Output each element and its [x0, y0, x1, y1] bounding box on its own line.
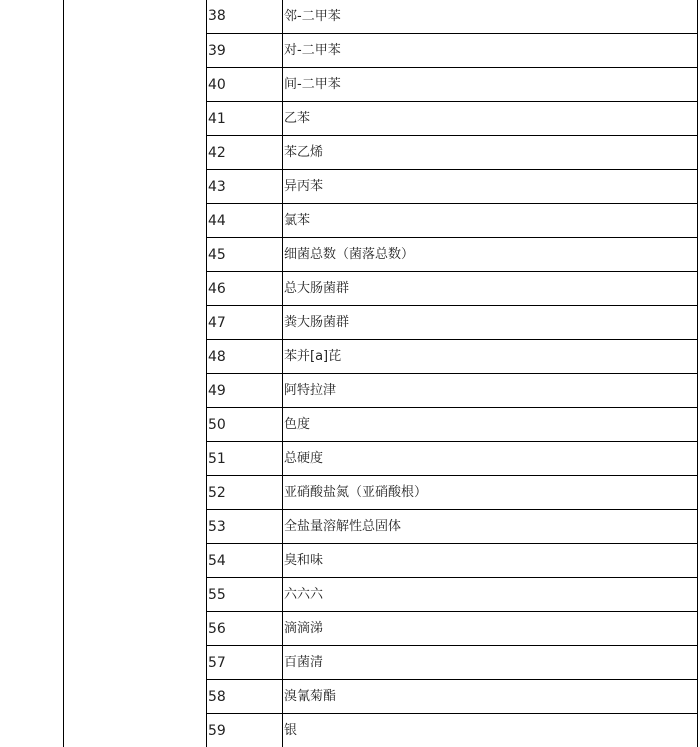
table-row — [206, 238, 698, 272]
table-row — [206, 374, 698, 408]
test-item-name-cell: 臭和味 — [284, 553, 324, 568]
row-number-cell: 55 — [208, 586, 226, 603]
row-number-cell: 40 — [208, 76, 226, 93]
table-row — [206, 408, 698, 442]
test-item-name-cell: 邻-二甲苯 — [284, 8, 341, 24]
row-number-cell: 59 — [208, 722, 226, 739]
test-item-name-cell: 总大肠菌群 — [284, 281, 350, 296]
test-item-name-cell: 间-二甲苯 — [284, 77, 341, 92]
table-border-left — [63, 0, 64, 747]
row-number-cell: 49 — [208, 382, 226, 399]
row-number-cell: 57 — [208, 654, 226, 671]
table-row — [206, 612, 698, 646]
test-item-name-cell: 百菌清 — [284, 655, 324, 670]
table-row — [206, 102, 698, 136]
row-number-cell: 42 — [208, 144, 226, 161]
test-items-table — [206, 0, 698, 747]
table-row — [206, 544, 698, 578]
table-row — [206, 136, 698, 170]
test-item-name-cell: 异丙苯 — [284, 179, 324, 194]
test-item-name-cell: 全盐量溶解性总固体 — [284, 519, 402, 534]
table-row — [206, 714, 698, 747]
table-row — [206, 306, 698, 340]
row-number-cell: 39 — [208, 42, 226, 59]
test-item-name-cell: 苯乙烯 — [284, 145, 324, 160]
test-item-name-cell: 总硬度 — [284, 451, 324, 466]
row-number-cell: 45 — [208, 246, 226, 263]
row-number-cell: 47 — [208, 314, 226, 331]
table-row — [206, 510, 698, 544]
test-item-name-cell: 六六六 — [284, 587, 324, 602]
test-item-name-cell: 色度 — [284, 417, 311, 432]
test-item-name-cell: 溴氰菊酯 — [284, 689, 337, 704]
row-number-cell: 52 — [208, 484, 226, 501]
row-number-cell: 46 — [208, 280, 226, 297]
table-row — [206, 680, 698, 714]
row-number-cell: 48 — [208, 348, 226, 365]
table-row — [206, 68, 698, 102]
table-row — [206, 340, 698, 374]
table-row — [206, 272, 698, 306]
test-item-name-cell: 阿特拉津 — [284, 383, 337, 398]
test-item-name-cell: 滴滴涕 — [284, 621, 324, 636]
table-row — [206, 0, 698, 34]
test-item-name-cell: 苯并[a]芘 — [284, 349, 342, 364]
row-number-cell: 58 — [208, 688, 226, 705]
row-number-cell: 50 — [208, 416, 226, 433]
test-item-name-cell: 亚硝酸盐氮（亚硝酸根） — [284, 485, 428, 500]
row-number-cell: 54 — [208, 552, 226, 569]
row-number-cell: 51 — [208, 450, 226, 467]
row-number-cell: 41 — [208, 110, 226, 127]
row-number-cell: 43 — [208, 178, 226, 195]
table-row — [206, 204, 698, 238]
row-number-cell: 56 — [208, 620, 226, 637]
table-row — [206, 476, 698, 510]
test-item-name-cell: 氯苯 — [284, 213, 311, 228]
test-item-name-cell: 乙苯 — [284, 111, 311, 126]
test-item-name-cell: 对-二甲苯 — [284, 43, 341, 58]
row-number-cell: 44 — [208, 212, 226, 229]
table-row — [206, 442, 698, 476]
table-row — [206, 34, 698, 68]
table-row — [206, 170, 698, 204]
row-number-cell: 53 — [208, 518, 226, 535]
table-row — [206, 578, 698, 612]
row-number-cell: 38 — [208, 8, 226, 24]
table-row — [206, 646, 698, 680]
test-item-name-cell: 银 — [284, 723, 298, 738]
test-item-name-cell: 粪大肠菌群 — [284, 315, 350, 330]
test-item-name-cell: 细菌总数（菌落总数） — [284, 247, 415, 262]
